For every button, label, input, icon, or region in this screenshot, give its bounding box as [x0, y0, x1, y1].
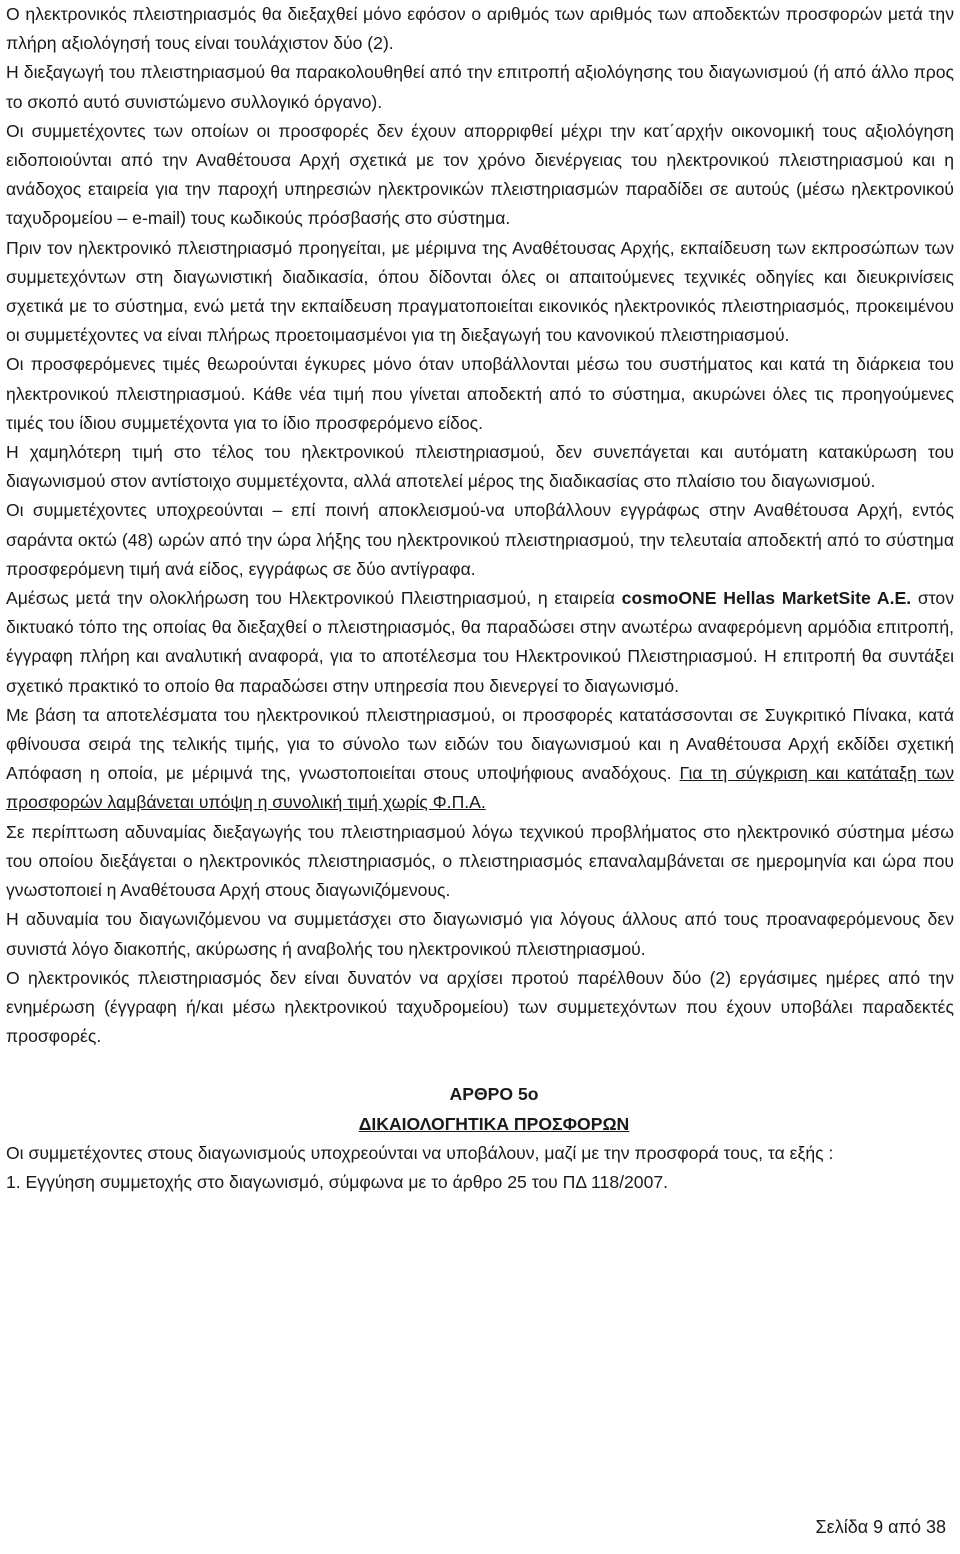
paragraph-lowest-price: Η χαμηλότερη τιμή στο τέλος του ηλεκτρονικού πλειστηριασμού, δεν συνεπάγεται και αυτόματη κατακύρωση του διαγωνισμού στον αντίστοιχο συμμετέχοντα, αλλά αποτελεί μέρος της διαδικασίας στο πλαίσιο του διαγωνισμού. — [6, 442, 954, 492]
paragraph-comparison-table — [6, 701, 954, 818]
paragraph-training: Πριν τον ηλεκτρονικό πλειστηριασμό προηγείται, με μέριμνα της Αναθέτουσας Αρχής, εκπαίδευση των εκπροσώπων των συμμετεχόντων στη διαγωνιστική διαδικασία, όπου δίδονται όλες οι απαιτούμενες τεχνικές οδηγίες και διευκρινίσεις σχετικά με το σύστημα, ενώ μετά την εκπαίδευση πραγματοποιείται εικονικός ηλεκτρονικός πλειστηριασμός, προκειμένου οι συμμετέχοντες να είναι πλήρως προετοιμασμένοι για τη διεξαγωγή του κανονικού πλειστηριασμού. — [6, 237, 954, 346]
article-list-item: 1. Εγγύηση συμμετοχής στο διαγωνισμό, σύμφωνα με το άρθρο 25 του ΠΔ 118/2007. — [6, 1171, 669, 1192]
article-intro: Οι συμμετέχοντες στους διαγωνισμούς υποχρεούνται να υποβάλουν, μαζί με την προσφορά τους, τα εξής : — [6, 1142, 834, 1163]
paragraph-participant-notification: Οι συμμετέχοντες των οποίων οι προσφορές δεν έχουν απορριφθεί μέχρι την κατ΄αρχήν οικονομική τους αξιολόγηση ειδοποιούνται από την Αναθέτουσα Αρχή σχετικά με τον χρόνο διενέργειας του ηλεκτρονικού πλειστηριασμού και η ανάδοχος εταιρεία για την παροχή υπηρεσιών ηλεκτρονικών πλειστηριασμών παραδίδει σε αυτούς (μέσω ηλεκτρονικού ταχυδρομείου – e-mail) τους κωδικούς πρόσβασής στο σύστημα. — [6, 120, 954, 229]
paragraph-auction-condition: Ο ηλεκτρονικός πλειστηριασμός θα διεξαχθεί μόνο εφόσον ο αριθμός των αριθμός των αποδεκτών προσφορών μετά την πλήρη αξιολόγησή τους είναι τουλάχιστον δύο (2). — [6, 4, 954, 54]
paragraph-technical-failure: Σε περίπτωση αδυναμίας διεξαγωγής του πλειστηριασμού λόγω τεχνικού προβλήματος στο ηλεκτρονικό σύστημα μέσω του οποίου διεξάγεται ο ηλεκτρονικός πλειστηριασμός, ο πλειστηριασμός επαναλαμβάνεται σε ημερομηνία και ώρα που γνωστοποιεί η Αναθέτουσα Αρχή στους διαγωνιζόμενους. — [6, 821, 954, 901]
paragraph-report — [6, 584, 954, 701]
paragraph-participant-inability: Η αδυναμία του διαγωνιζόμενου να συμμετάσχει στο διαγωνισμό για λόγους άλλους από τους προαναφερόμενους δεν συνιστά λόγο διακοπής, ακύρωσης ή αναβολής του ηλεκτρονικού πλειστηριασμού. — [6, 909, 954, 959]
paragraph-start-time: Ο ηλεκτρονικός πλειστηριασμός δεν είναι δυνατόν να αρχίσει προτού παρέλθουν δύο (2) εργάσιμες ημέρες από την ενημέρωση (έγγραφη ή/και μέσω ηλεκτρονικού ταχυδρομείου) των συμμετεχόντων που έχουν υποβάλει παραδεκτές προσφορές. — [6, 967, 954, 1047]
section-spacer — [6, 1051, 954, 1080]
company-name: cosmoONE Hellas MarketSite A.E. — [621, 588, 912, 609]
report-text-end: στον δικτυακό τόπο της οποίας θα διεξαχθεί ο πλειστηριασμός, θα παραδώσει στην ανωτέρω αναφερόμενη αρμόδια επιτροπή, έγγραφη πλήρη και αναλυτική αναφορά, για το αποτέλεσμα του Ηλεκτρονικού Πλειστηριασμού. Η επιτροπή θα συντάξει σχετικό πρακτικό το οποίο θα παραδώσει στην υπηρεσία που διενεργεί το διαγωνισμό. — [6, 588, 954, 696]
report-text-start: Αμέσως μετά την ολοκλήρωση του Ηλεκτρονικού Πλειστηριασμού, η εταιρεία — [6, 588, 622, 609]
paragraph-valid-prices: Οι προσφερόμενες τιμές θεωρούνται έγκυρες μόνο όταν υποβάλλονται μέσω του συστήματος και κατά τη διάρκεια του ηλεκτρονικού πλειστηριασμού. Κάθε νέα τιμή που γίνεται αποδεκτή από το σύστημα, ακυρώνει όλες τις προηγούμενες τιμές του ίδιου συμμετέχοντα για το ίδιο προσφερόμενο είδος. — [6, 354, 954, 433]
comparison-underlined-text: Για τη σύγκριση και κατάταξη των προσφορών λαμβάνεται υπόψη η συνολική τιμή χωρίς Φ.Π.Α. — [6, 763, 954, 813]
document-page — [6, 0, 954, 1197]
article-heading: ΑΡΘΡΟ 5ο — [449, 1084, 539, 1105]
page-number: Σελίδα 9 από 38 — [815, 1517, 946, 1537]
paragraph-auction-monitoring: Η διεξαγωγή του πλειστηριασμού θα παρακολουθηθεί από την επιτροπή αξιολόγησης του διαγωνισμού (ή από άλλο προς το σκοπό αυτό συνιστώμενο συλλογικό όργανο). — [6, 62, 954, 112]
article-title: ΔΙΚΑΙΟΛΟΓΗΤΙΚΑ ΠΡΟΣΦΟΡΩΝ — [358, 1113, 630, 1134]
comparison-text: Με βάση τα αποτελέσματα του ηλεκτρονικού πλειστηριασμού, οι προσφορές κατατάσσονται σε Συγκριτικό Πίνακα, κατά φθίνουσα σειρά της τελικής τιμής, για το σύνολο των ειδών του διαγωνισμού και η Αναθέτουσα Αρχή εκδίδει σχετική Απόφαση η οποία, με μέριμνά της, γνωστοποιείται στους υποψήφιους αναδόχους. — [6, 704, 954, 784]
paragraph-written-submission: Οι συμμετέχοντες υποχρεούνται – επί ποινή αποκλεισμού-να υποβάλλουν εγγράφως στην Αναθέτουσα Αρχή, εντός σαράντα οκτώ (48) ωρών από την ώρα λήξης του ηλεκτρονικού πλειστηριασμού, την τελευταία αποδεκτή από το σύστημα προσφερόμενη τιμή ανά είδος, εγγράφως σε δύο αντίγραφα. — [6, 500, 954, 579]
